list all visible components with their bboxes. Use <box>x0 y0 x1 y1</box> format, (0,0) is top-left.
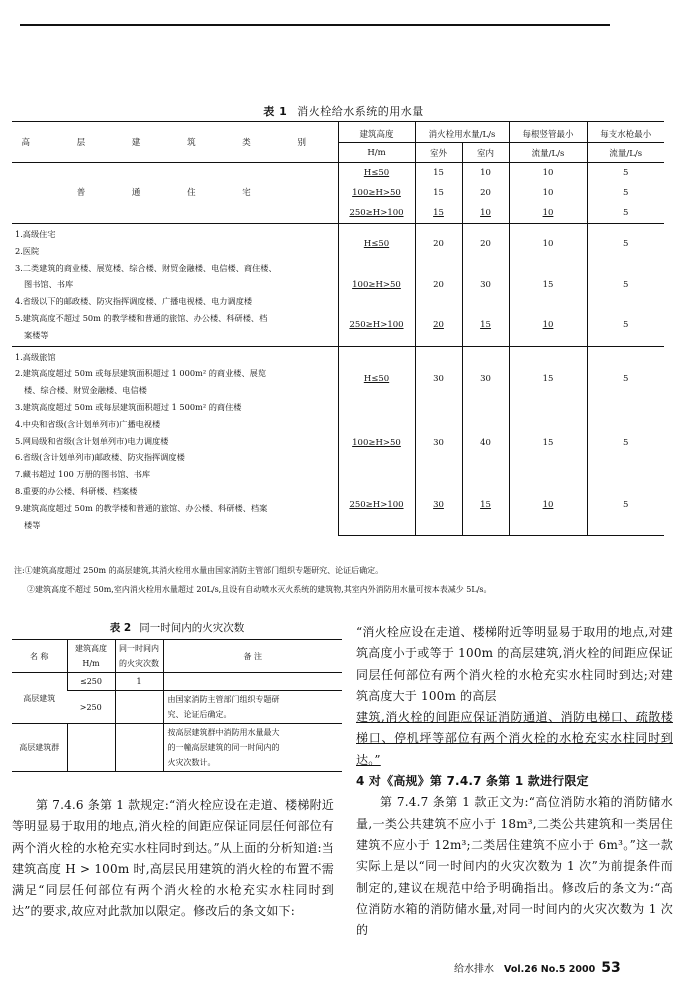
t1-cell: 15 <box>415 203 462 224</box>
t1-g2-items <box>12 346 338 535</box>
t2-cell <box>163 724 342 772</box>
t1-item: 3.建筑高度超过 50m 或每层建筑面积超过 1 500m² 的商住楼 <box>15 401 242 412</box>
t1-cell: 20 <box>415 224 462 265</box>
t1-cell: H≤50 <box>338 224 415 265</box>
t1-cell: 10 <box>509 183 587 203</box>
paragraph-7-4-7: 第 7.4.7 条第 1 款正文为:“高位消防水箱的消防储水量,一类公共建筑不应小于 18m³,二类公共建筑和一类居住建筑不应小于 12m³;二类居住建筑不应小于 6m³。”这一款实际上是以“同一时间内的火灾次数为 1 次”为前提条件而制定的,建议在规范中给予明确指出。修改后的条文为:“高位消防水箱的消防储水量,对同一时间内的火灾次数为 1 次的 <box>356 795 673 938</box>
t1-item: 7.藏书超过 100 万册的图书馆、书库 <box>15 469 151 480</box>
quote-part-b: 建筑,消火栓的间距应保证消防通道、消防电梯口、疏散楼梯口、停机坪等部位有两个消火栓的水枪充实水柱同时到达。” <box>356 710 673 767</box>
t1-item: 9.建筑高度超过 50m 的教学楼和普通的旅馆、办公楼、科研楼、档案 <box>15 502 268 513</box>
t1-item: 5.建筑高度不超过 50m 的教学楼和普通的旅馆、办公楼、科研楼、档 <box>15 312 268 323</box>
t1-cell: 15 <box>509 411 587 475</box>
t1-header-height: 建筑高度 <box>338 122 415 143</box>
t1-cell: 5 <box>587 163 664 184</box>
t1-cell: 5 <box>587 346 664 411</box>
page-number: 53 <box>601 960 621 976</box>
t1-cell: 5 <box>587 203 664 224</box>
t1-cell: 10 <box>509 163 587 184</box>
table1-note-2: ②建筑高度不超过 50m,室内消火栓用水量超过 20L/s,且设有自动喷水灭火系统的建筑物,其室内外消防用水量可按本表减少 5L/s。 <box>27 585 492 594</box>
t2-cell <box>163 673 342 691</box>
t1-item: 2.医院 <box>15 245 40 256</box>
t1-cell: 30 <box>415 346 462 411</box>
t2-cell <box>163 691 342 724</box>
t1-cell: 250≥H>100 <box>338 203 415 224</box>
t2-remark-line: 由国家消防主管部门组织专题研 <box>167 695 280 704</box>
t1-cell: 20 <box>415 265 462 306</box>
t2-header-fires-text: 同一时间内 <box>119 644 159 653</box>
table1-number: 表 1 <box>263 105 288 118</box>
t2-cell <box>67 724 115 772</box>
table2 <box>12 639 342 772</box>
t1-g1-items <box>12 224 338 347</box>
t1-cell: 100≥H>50 <box>338 411 415 475</box>
t1-cell: 10 <box>509 305 587 346</box>
t1-header-flow: 消火栓用水量/L/s <box>415 122 509 143</box>
t1-item: 楼等 <box>24 519 41 530</box>
t2-header-height-text: 建筑高度 <box>75 644 107 653</box>
t1-cell: 5 <box>587 224 664 265</box>
t2-remark-line: 按高层建筑群中消防用水量最大 <box>167 728 280 737</box>
t1-cell: 5 <box>587 183 664 203</box>
t1-item: 4.中央和省级(含计划单列市)广播电视楼 <box>15 418 161 429</box>
t1-cell: 250≥H>100 <box>338 475 415 536</box>
header-rule <box>20 24 610 26</box>
t2-remark-line: 究、论证后确定。 <box>167 710 232 719</box>
t1-cell: H≤50 <box>338 346 415 411</box>
t1-cell: 20 <box>462 224 509 265</box>
t1-item: 1.高级住宅 <box>15 229 56 239</box>
t1-header-riser: 每根竖管最小 <box>509 122 587 143</box>
t1-cell: 30 <box>415 411 462 475</box>
t1-cell: 15 <box>462 305 509 346</box>
t1-cell: 10 <box>509 203 587 224</box>
t1-cell: 15 <box>415 163 462 184</box>
table2-title: 同一时间内的火灾次数 <box>139 622 245 634</box>
t2-header-name: 名 称 <box>12 640 67 673</box>
t2-header-height-unit: H/m <box>82 659 100 668</box>
t1-cell: 30 <box>462 265 509 306</box>
quote-part-a: “消火栓应设在走道、楼梯附近等明显易于取用的地点,对建筑高度小于或等于 100m 的高层建筑,消火栓的间距应保证同层任何部位有两个消火栓的水枪充实水柱同时到达;对建筑高度大于 100m 的高层 <box>356 625 673 703</box>
t2-header-fires <box>115 640 163 673</box>
section-heading: 4 对《高规》第 7.4.7 条第 1 款进行限定 <box>356 774 589 789</box>
t1-item: 2.建筑高度超过 50m 或每层建筑面积超过 1 000m² 的商业楼、展览 <box>15 368 267 379</box>
t1-cell: 30 <box>415 475 462 536</box>
table1-caption <box>0 103 687 119</box>
t1-cell: 250≥H>100 <box>338 305 415 346</box>
table1-title: 消火栓给水系统的用水量 <box>297 105 424 118</box>
t1-cell: 5 <box>587 411 664 475</box>
t1-g0-category: 普 通 住 宅 <box>76 188 273 198</box>
table2-caption <box>12 620 342 635</box>
t2-header-height <box>67 640 115 673</box>
table1-note-1: 注:①建筑高度超过 250m 的高层建筑,其消火栓用水量由国家消防主管部门组织专题研究、论证后确定。 <box>14 566 384 575</box>
t2-header-remark: 备 注 <box>163 640 342 673</box>
t2-cell: 高层建筑 <box>12 673 67 724</box>
t1-header-height-unit: H/m <box>338 143 415 163</box>
t1-cell: 100≥H>50 <box>338 183 415 203</box>
t1-header-branch: 每支水枪最小 <box>587 122 664 143</box>
right-column-text <box>356 622 673 941</box>
journal-volume: Vol.26 No.5 2000 <box>504 964 596 975</box>
t1-cell: 10 <box>509 224 587 265</box>
t2-remark-line: 火灾次数计。 <box>167 758 216 767</box>
journal-name: 给水排水 <box>454 964 494 975</box>
t1-item: 1.高级旅馆 <box>15 351 56 362</box>
t1-cell: 5 <box>587 305 664 346</box>
t1-header-outdoor: 室外 <box>415 143 462 163</box>
table1 <box>12 121 664 536</box>
paragraph-7-4-6: 第 7.4.6 条第 1 款规定:“消火栓应设在走道、楼梯附近等明显易于取用的地点,消火栓的间距应保证同层任何部位有两个消火栓的水枪充实水柱同时到达。”从上面的分析知道:当建筑高度 H > 100m 时,高层民用建筑的消火栓的布置不需满足“同层任何部位有两个消火栓的水枪充实水柱同时到达”的要求,故应对此款加以限定。修改后的条文如下: <box>12 798 334 919</box>
t2-cell: 高层建筑群 <box>12 724 67 772</box>
t1-cell: 30 <box>462 346 509 411</box>
t1-item: 4.省级以下的邮政楼、防灾指挥调度楼、广播电视楼、电力调度楼 <box>15 296 253 307</box>
table1-notes <box>14 561 492 599</box>
t2-cell: 1 <box>115 673 163 691</box>
t1-header-indoor: 室内 <box>462 143 509 163</box>
t1-cell: 20 <box>415 305 462 346</box>
t1-cell: 10 <box>462 163 509 184</box>
t1-item: 3.二类建筑的商业楼、展览楼、综合楼、财贸金融楼、电信楼、商住楼、 <box>15 262 277 273</box>
t2-remark-line: 的一幢高层建筑的同一时间内的 <box>167 743 280 752</box>
t2-cell <box>115 724 163 772</box>
page-footer <box>454 960 621 976</box>
t1-header-category: 高 层 建 筑 类 别 <box>12 122 338 163</box>
t1-cell: 15 <box>509 265 587 306</box>
t1-item: 8.重要的办公楼、科研楼、档案楼 <box>15 485 138 496</box>
t1-item: 楼、综合楼、财贸金融楼、电信楼 <box>24 385 147 396</box>
t2-cell: ≤250 <box>67 673 115 691</box>
t1-cell: 40 <box>462 411 509 475</box>
t1-header-riser-unit: 流量/L/s <box>509 143 587 163</box>
t2-header-fires-text2: 的火灾次数 <box>119 659 159 668</box>
left-column-text <box>12 795 334 923</box>
t1-item: 图书馆、书库 <box>24 279 74 290</box>
t1-cell: 15 <box>462 475 509 536</box>
t1-cell: 15 <box>509 346 587 411</box>
t1-item: 6.省级(含计划单列市)邮政楼、防灾指挥调度楼 <box>15 452 185 463</box>
t1-cell: 10 <box>462 203 509 224</box>
t2-cell: >250 <box>67 691 115 724</box>
t1-cell: 10 <box>509 475 587 536</box>
t1-header-branch-unit: 流量/L/s <box>587 143 664 163</box>
table2-number: 表 2 <box>109 622 132 634</box>
t1-cell: H≤50 <box>338 163 415 184</box>
t1-cell: 5 <box>587 475 664 536</box>
t2-cell <box>115 691 163 724</box>
t1-item: 5.网局级和省级(含计划单列市)电力调度楼 <box>15 435 169 446</box>
t1-cell: 100≥H>50 <box>338 265 415 306</box>
t1-cell: 20 <box>462 183 509 203</box>
t1-item: 案楼等 <box>24 329 49 340</box>
t1-cell: 15 <box>415 183 462 203</box>
t1-cell: 5 <box>587 265 664 306</box>
